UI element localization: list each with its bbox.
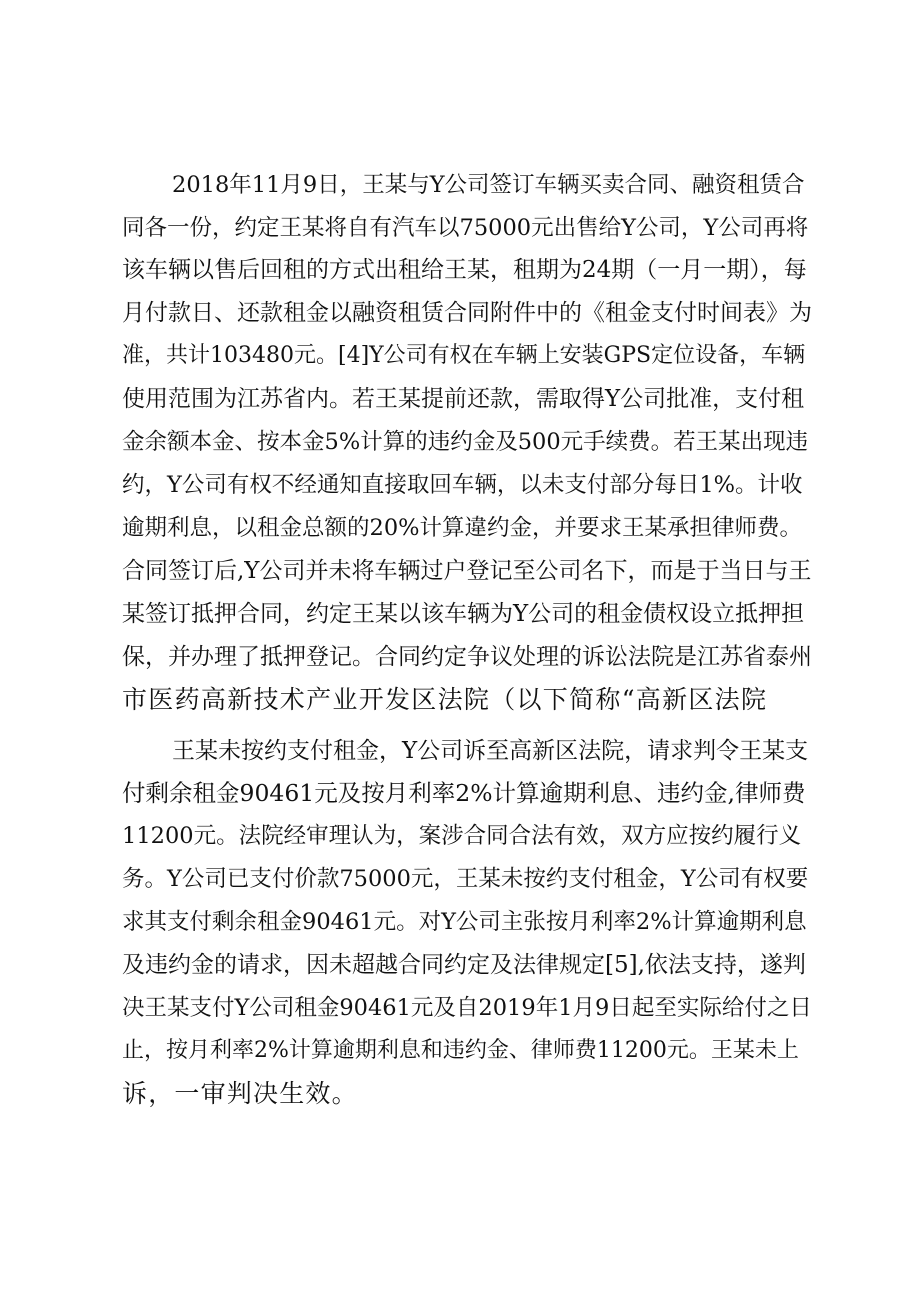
paragraph-1-line-4: 月付款日、还款租金以融资租赁合同附件中的《租金支付时间表》为: [122, 300, 812, 326]
paragraph-1-line-5: 准，共计103480元。[4]Y公司有权在车辆上安装GPS定位设备，车辆: [122, 343, 806, 368]
paragraph-2-line-9: 诉，一审判决生效。: [122, 1079, 358, 1108]
paragraph-2-line-3: 11200元。法院经审理认为，案涉合同合法有效，双方应按约履行义: [122, 823, 802, 849]
paragraph-1-line-9: 逾期利息，以租金总额的20%计算違约金，并要求王某承担律师费。: [122, 515, 803, 541]
paragraph-2-line-5: 求其支付剩余租金90461元。对Y公司主张按月利率2%计算逾期利息: [122, 909, 807, 935]
paragraph-2-line-2: 付剩余租金90461元及按月利率2%计算逾期利息、违约金,律师费: [122, 779, 806, 807]
paragraph-1-line-8: 约，Y公司有权不经通知直接取回车辆，以未支付部分每日1%。计收: [122, 472, 803, 498]
paragraph-1-line-11: 某签订抵押合同，约定王某以该车辆为Y公司的租金债权设立抵押担: [122, 601, 805, 627]
paragraph-1-line-7: 金余额本金、按本金5%计算的违约金及500元手续费。若王某出现违: [122, 429, 809, 455]
paragraph-2-line-6: 及违约金的请求，因未超越合同约定及法律规定[5],依法支持，遂判: [122, 952, 806, 978]
paragraph-1-line-12: 保，并办理了抵押登记。合同约定争议处理的诉讼法院是江苏省泰州: [122, 644, 812, 670]
paragraph-1-line-1: 2018年11月9日，王某与Y公司签订车辆买卖合同、融资租赁合: [172, 172, 805, 198]
paragraph-2-line-7: 决王某支付Y公司租金90461元及自2019年1月9日起至实际给付之日: [122, 995, 812, 1021]
paragraph-2-line-4: 务。Y公司已支付价款75000元，王某未按约支付租金，Y公司有权要: [122, 866, 809, 892]
paragraph-2-line-8: 止，按月利率2%计算逾期利息和违约金、律师费11200元。王某未上: [122, 1038, 799, 1063]
paragraph-1-line-6: 使用范围为江苏省内。若王某提前还款，需取得Y公司批准，支付租: [122, 386, 805, 412]
paragraph-1-line-2: 同各一份，约定王某将自有汽车以75000元出售给Y公司，Y公司再将: [122, 215, 809, 241]
paragraph-1-line-13: 市医药高新技术产业开发区法院（以下简称“高新区法院: [122, 685, 768, 714]
paragraph-2-line-1: 王某未按约支付租金，Y公司诉至高新区法院，请求判令王某支: [172, 738, 809, 764]
paragraph-1-line-10: 合同签订后,Y公司并未将车辆过户登记至公司名下，而是于当日与王: [122, 558, 812, 584]
paragraph-1-line-3: 该车辆以售后回租的方式出租给王某，租期为24期（一月一期），每: [122, 257, 807, 283]
